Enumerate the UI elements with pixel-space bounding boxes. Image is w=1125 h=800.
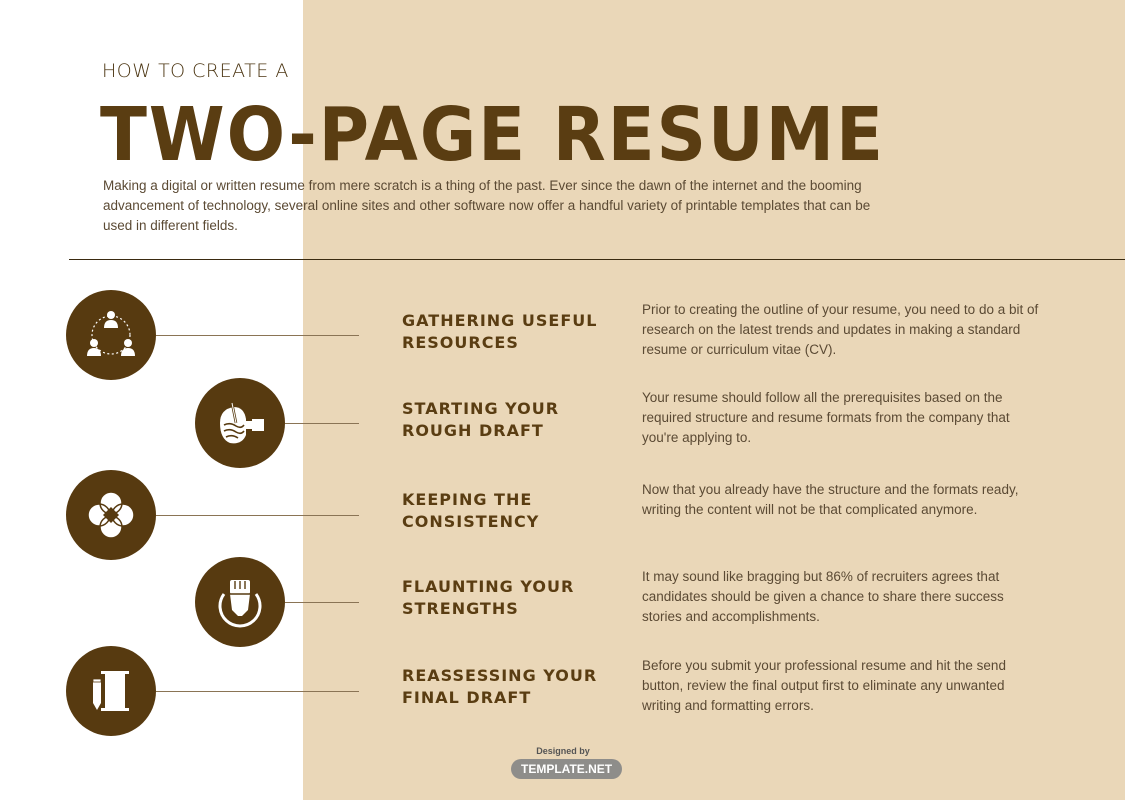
step-title-line: RESOURCES [402,333,519,352]
step-description: Your resume should follow all the prerequisites based on the required structure and resume formats from the company that you're applying to. [642,390,1010,445]
interlocking-circles-icon [66,470,156,560]
step-description: Now that you already have the structure and the formats ready, writing the content will not be that complicated anymore. [642,482,1019,517]
step-connector [156,691,359,692]
raised-fist-icon [195,557,285,647]
designer-credit [511,746,615,779]
credit-label: Designed by [536,746,590,756]
step-description: Prior to creating the outline of your resume, you need to do a bit of research on the latest trends and updates in making a standard resume or curriculum vitae (CV). [642,302,1039,357]
step-strengths [0,557,1125,647]
hand-writing-icon [195,378,285,468]
page-title: TWO-PAGE RESUME [100,92,885,178]
step-gathering-resources [0,290,1125,380]
step-title-line: FINAL DRAFT [402,688,532,707]
intro-paragraph: Making a digital or written resume from mere scratch is a thing of the past. Ever since the dawn of the internet and the booming advancement of technology, several online sites and other software now offer a handful variety of printable templates that can be used in different fields. [103,178,871,233]
template-net-logo: TEMPLATE.NET [511,759,622,779]
step-connector [285,423,359,424]
step-title [402,576,612,620]
step-consistency [0,470,1125,560]
step-title [402,310,612,354]
step-title-line: ROUGH DRAFT [402,421,544,440]
step-title-line: GATHERING USEFUL [402,311,598,330]
step-title-line: FLAUNTING YOUR [402,577,575,596]
step-title [402,398,612,442]
pre-title: HOW TO CREATE A [102,60,289,82]
step-title [402,665,612,709]
header-divider [69,259,1125,260]
step-title-line: STRENGTHS [402,599,519,618]
step-title-line: REASSESSING YOUR [402,666,598,685]
step-connector [156,335,359,336]
people-network-icon [66,290,156,380]
step-description: It may sound like bragging but 86% of recruiters agrees that candidates should be given a chance to share there success stories and accomplishments. [642,569,1004,624]
step-title [402,489,612,533]
step-connector [285,602,359,603]
step-rough-draft [0,378,1125,468]
step-description: Before you submit your professional resume and hit the send button, review the final output first to eliminate any unwanted writing and formatting errors. [642,658,1006,713]
step-final-draft [0,646,1125,736]
step-title-line: KEEPING THE [402,490,533,509]
pencil-scroll-icon [66,646,156,736]
step-title-line: STARTING YOUR [402,399,560,418]
step-connector [156,515,359,516]
step-title-line: CONSISTENCY [402,512,540,531]
